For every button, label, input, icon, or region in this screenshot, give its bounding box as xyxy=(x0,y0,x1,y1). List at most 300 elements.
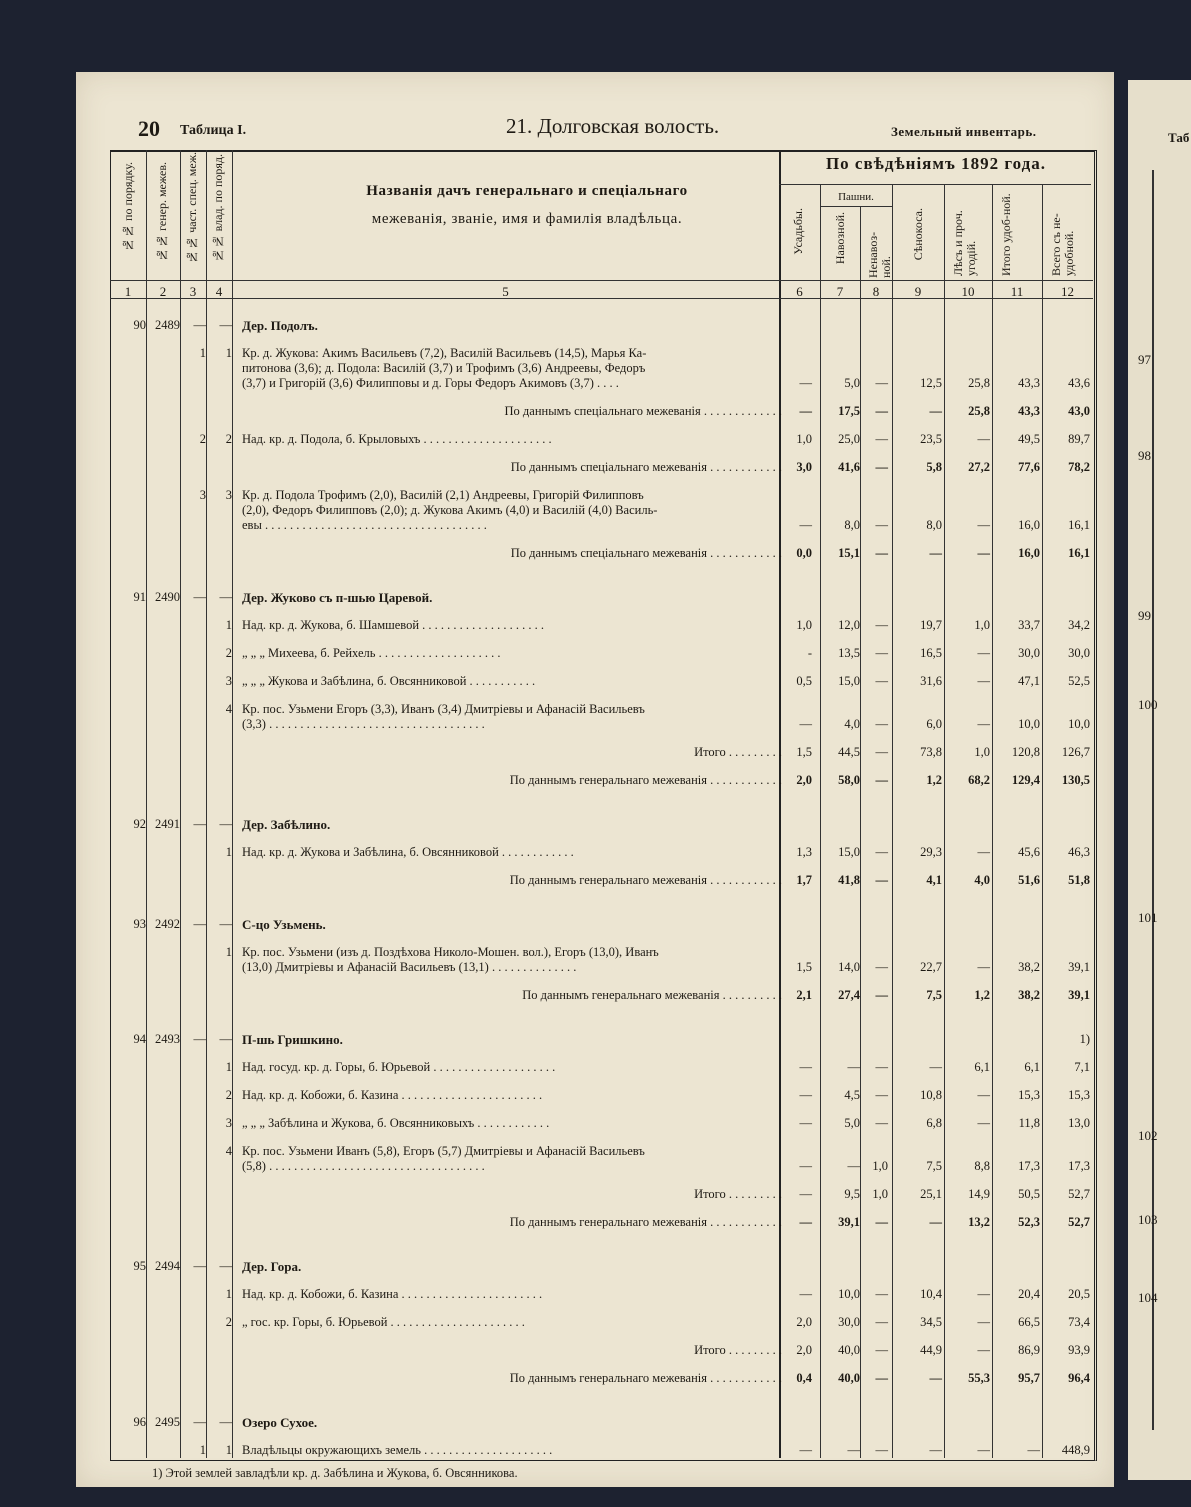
cell-c10: 4,0 xyxy=(974,873,990,887)
cell-c9: — xyxy=(929,404,942,418)
cell-c5: По даннымъ генеральнаго межеванія . . . . . . . . . . . . xyxy=(509,1215,782,1229)
cell-c9: 16,5 xyxy=(920,646,942,660)
cell-c10: — xyxy=(977,717,990,731)
cell-c5: Кр. д. Жукова: Акимъ Васильевъ (7,2), Василій Васильевъ (14,5), Марья Ка- xyxy=(242,346,647,360)
cell-c10: 27,2 xyxy=(968,460,990,474)
adjacent-page-number: 100 xyxy=(1138,697,1158,712)
cell-c11: 43,3 xyxy=(1018,404,1040,418)
cell-c9: 7,5 xyxy=(926,988,942,1002)
cell-c4: 3 xyxy=(225,488,232,502)
column-number: 6 xyxy=(796,284,803,299)
cell-c4: 1 xyxy=(225,945,232,959)
header-navoznoy: Навозной. xyxy=(833,212,847,265)
cell-c5: Дер. Подолъ. xyxy=(242,318,318,333)
cell-c6: — xyxy=(799,1159,812,1173)
cell-c5: (13,0) Дмитріевы и Афанасій Васильевъ (13,1) . . . . . . . . . . . . . . xyxy=(242,960,577,974)
cell-c9: 5,8 xyxy=(926,460,942,474)
cell-c1: 92 xyxy=(133,817,146,831)
cell-c6: 0,5 xyxy=(796,674,812,688)
cell-c1: 93 xyxy=(133,917,146,931)
cell-c9: 34,5 xyxy=(920,1315,942,1329)
cell-c4: 1 xyxy=(225,845,232,859)
table-row xyxy=(110,1443,1093,1461)
adjacent-page-number: 98 xyxy=(1138,448,1151,463)
cell-c4: 1 xyxy=(225,346,232,360)
cell-c9: 29,3 xyxy=(920,845,942,859)
cell-c3: — xyxy=(193,590,206,604)
column-number: 7 xyxy=(836,284,844,299)
cell-c6: — xyxy=(799,1116,812,1130)
cell-c9: 10,8 xyxy=(920,1088,942,1102)
cell-c4: 2 xyxy=(225,1315,232,1329)
cell-c1: 96 xyxy=(133,1415,146,1429)
cell-c4: — xyxy=(219,817,232,831)
cell-c10: — xyxy=(977,518,990,532)
column-number: 12 xyxy=(1061,284,1074,299)
table-row xyxy=(110,432,1093,450)
cell-c7: 27,4 xyxy=(838,988,860,1002)
cell-c3: 2 xyxy=(199,432,206,446)
cell-c4: 2 xyxy=(225,646,232,660)
table-row-group xyxy=(110,1415,1093,1433)
cell-c11: 47,1 xyxy=(1018,674,1040,688)
cell-c4: 1 xyxy=(225,618,232,632)
cell-c8: — xyxy=(875,1371,888,1385)
cell-c7: — xyxy=(847,1443,860,1457)
cell-c5: По даннымъ спеціальнаго межеванія . . . . . . . . . . . . xyxy=(510,546,782,560)
cell-c7: 25,0 xyxy=(838,432,860,446)
cell-c7: 9,5 xyxy=(844,1187,860,1201)
cell-c8: — xyxy=(875,674,888,688)
cell-c6: - xyxy=(807,646,812,660)
header-col1: №№ по порядку. xyxy=(121,162,135,252)
cell-c9: 1,2 xyxy=(926,773,942,787)
cell-c8: — xyxy=(875,988,888,1002)
cell-c11: 20,4 xyxy=(1018,1287,1040,1301)
table-row xyxy=(110,618,1093,636)
cell-c5: Над. кр. д. Кобожи, б. Казина . . . . . . . . . . . . . . . . . . . . . . . xyxy=(242,1088,543,1102)
header-col3: №№ част. спец. меж. xyxy=(185,152,199,264)
cell-c9: 7,5 xyxy=(926,1159,942,1173)
cell-c12: 13,0 xyxy=(1068,1116,1090,1130)
cell-c11: 95,7 xyxy=(1018,1371,1040,1385)
cell-c10: — xyxy=(977,960,990,974)
cell-c7: 39,1 xyxy=(838,1215,860,1229)
cell-c4: — xyxy=(219,917,232,931)
cell-c10: 68,2 xyxy=(968,773,990,787)
table-row xyxy=(110,1088,1093,1106)
cell-c2: 2490 xyxy=(155,590,180,604)
cell-c12: 7,1 xyxy=(1074,1060,1090,1074)
cell-c5: Над. кр. д. Подола, б. Крыловыхъ . . . . . . . . . . . . . . . . . . . . . xyxy=(242,432,552,446)
cell-c10: 25,8 xyxy=(968,376,990,390)
cell-c7: 41,6 xyxy=(838,460,860,474)
cell-c3: 3 xyxy=(199,488,206,502)
cell-c9: 10,4 xyxy=(920,1287,942,1301)
adjacent-page-number: 99 xyxy=(1138,608,1151,623)
cell-c1: 91 xyxy=(133,590,146,604)
table-row xyxy=(110,1287,1093,1305)
cell-c8: — xyxy=(875,376,888,390)
cell-c3: — xyxy=(193,817,206,831)
cell-c2: 2489 xyxy=(155,318,180,332)
cell-c6: 0,4 xyxy=(796,1371,812,1385)
cell-c8: — xyxy=(875,773,888,787)
cell-c6: 2,0 xyxy=(796,773,812,787)
table-row xyxy=(110,546,1093,564)
header-nenavoznoy: Ненавоз-ной. xyxy=(866,231,893,278)
cell-c4: 1 xyxy=(225,1443,232,1457)
cell-c5: (3,3) . . . . . . . . . . . . . . . . . . . . . . . . . . . . . . . . . . . xyxy=(242,717,485,731)
cell-c8: — xyxy=(875,1443,888,1457)
column-number: 8 xyxy=(872,284,880,299)
cell-c9: 8,0 xyxy=(926,518,942,532)
cell-c8: — xyxy=(875,646,888,660)
cell-c11: 51,6 xyxy=(1018,873,1040,887)
column-number: 2 xyxy=(159,284,167,299)
cell-c6: 1,3 xyxy=(796,845,812,859)
cell-c5: С-цо Узьмень. xyxy=(242,917,326,932)
table-row xyxy=(110,1187,1093,1205)
cell-c12: 46,3 xyxy=(1068,845,1090,859)
cell-c3: — xyxy=(193,917,206,931)
cell-c7: 15,0 xyxy=(838,674,860,688)
cell-c4: — xyxy=(219,1415,232,1429)
cell-c12: 52,7 xyxy=(1068,1215,1090,1229)
cell-c8: 1,0 xyxy=(872,1187,888,1201)
table-row-group xyxy=(110,590,1093,608)
cell-c10: — xyxy=(977,1287,990,1301)
header-senokosa: Сѣнокоса. xyxy=(911,208,925,261)
cell-c7: 40,0 xyxy=(838,1343,860,1357)
cell-c5: По даннымъ спеціальнаго межеванія . . . . . . . . . . . . . xyxy=(504,404,782,418)
cell-c4: — xyxy=(219,1032,232,1046)
cell-c5: Итого . . . . . . . . . xyxy=(694,1343,782,1357)
column-number: 4 xyxy=(215,284,223,299)
cell-c10: — xyxy=(977,1443,990,1457)
cell-c10: 1,0 xyxy=(974,618,990,632)
cell-c4: — xyxy=(219,590,232,604)
cell-c6: 3,0 xyxy=(796,460,812,474)
cell-c5: Над. кр. д. Жукова и Забѣлина, б. Овсянниковой . . . . . . . . . . . . xyxy=(242,845,574,859)
cell-c5: Кр. пос. Узьмени Егоръ (3,3), Иванъ (3,4) Дмитріевы и Афанасій Васильевъ xyxy=(242,702,645,716)
cell-c4: 1 xyxy=(225,1287,232,1301)
cell-c5: Дер. Забѣлино. xyxy=(242,817,331,832)
cell-c8: — xyxy=(875,1315,888,1329)
cell-c8: — xyxy=(875,618,888,632)
cell-c4: 4 xyxy=(225,702,232,716)
cell-c11: 10,0 xyxy=(1018,717,1040,731)
cell-c2: 2492 xyxy=(155,917,180,931)
cell-c9: 12,5 xyxy=(920,376,942,390)
cell-c5: Над. госуд. кр. д. Горы, б. Юрьевой . . . . . . . . . . . . . . . . . . . . xyxy=(242,1060,556,1074)
cell-c7: 15,1 xyxy=(838,546,860,560)
cell-c11: 52,3 xyxy=(1018,1215,1040,1229)
cell-c10: — xyxy=(977,1116,990,1130)
table-row xyxy=(110,988,1093,1006)
table-row xyxy=(110,845,1093,863)
cell-c6: 1,5 xyxy=(796,960,812,974)
cell-c5: Кр. пос. Узьмени (изъ д. Поздѣхова Николо-Мошен. вол.), Егоръ (13,0), Иванъ xyxy=(242,945,659,959)
cell-c3: — xyxy=(193,1415,206,1429)
adjacent-page-edge xyxy=(1128,80,1191,1480)
cell-c7: 8,0 xyxy=(844,518,860,532)
cell-c4: 2 xyxy=(225,432,232,446)
cell-c12: 16,1 xyxy=(1068,546,1090,560)
cell-c7: — xyxy=(847,1060,860,1074)
cell-c6: — xyxy=(799,1443,812,1457)
cell-c12: 1) xyxy=(1079,1032,1090,1046)
cell-c8: — xyxy=(875,1215,888,1229)
table-row xyxy=(110,717,1093,735)
cell-c8: — xyxy=(875,1343,888,1357)
cell-c6: 0,0 xyxy=(796,546,812,560)
header-names-line1: Названія дачъ генеральнаго и спеціальнаго xyxy=(366,183,688,199)
footnote: 1) Этой землей завладѣли кр. д. Забѣлина и Жукова, б. Овсянникова. xyxy=(152,1466,518,1480)
cell-c6: 1,0 xyxy=(796,432,812,446)
table-row xyxy=(110,518,1093,536)
page-number: 20 xyxy=(138,116,160,141)
cell-c7: 15,0 xyxy=(838,845,860,859)
cell-c10: — xyxy=(977,432,990,446)
cell-c9: — xyxy=(929,1060,942,1074)
column-number: 3 xyxy=(189,284,197,299)
table-row xyxy=(110,1343,1093,1361)
cell-c6: — xyxy=(799,1187,812,1201)
cell-c7: 5,0 xyxy=(844,376,860,390)
cell-c10: 1,0 xyxy=(974,745,990,759)
cell-c9: 22,7 xyxy=(920,960,942,974)
table-row-group xyxy=(110,917,1093,935)
cell-c6: 1,5 xyxy=(796,745,812,759)
cell-c10: 6,1 xyxy=(974,1060,990,1074)
cell-c12: 96,4 xyxy=(1068,1371,1090,1385)
cell-c8: — xyxy=(875,518,888,532)
cell-c11: 129,4 xyxy=(1011,773,1040,787)
table-row xyxy=(110,1116,1093,1134)
cell-c8: 1,0 xyxy=(872,1159,888,1173)
cell-c5: (2,0), Федоръ Филипповъ (2,0); д. Жукова Акимъ (4,0) и Василій (4,0) Василь- xyxy=(242,503,658,517)
cell-c9: — xyxy=(929,1443,942,1457)
cell-c9: 31,6 xyxy=(920,674,942,688)
cell-c9: — xyxy=(929,546,942,560)
cell-c7: 40,0 xyxy=(838,1371,860,1385)
cell-c7: 4,5 xyxy=(844,1088,860,1102)
cell-c2: 2493 xyxy=(155,1032,180,1046)
column-number: 11 xyxy=(1010,284,1024,299)
table-row-group xyxy=(110,817,1093,835)
table-row xyxy=(110,773,1093,791)
cell-c5: „ „ „ Забѣлина и Жукова, б. Овсянниковыхъ . . . . . . . . . . . . xyxy=(242,1116,550,1130)
cell-c12: 39,1 xyxy=(1068,988,1090,1002)
table-row xyxy=(110,1315,1093,1333)
cell-c8: — xyxy=(875,873,888,887)
table-row-group xyxy=(110,1032,1093,1050)
cell-c10: — xyxy=(977,1315,990,1329)
cell-c6: — xyxy=(799,1287,812,1301)
header-les: Лѣсъ и проч. угодій. xyxy=(951,210,978,276)
volost-title: 21. Долговская волость. xyxy=(506,114,720,138)
cell-c5: „ гос. кр. Горы, б. Юрьевой . . . . . . . . . . . . . . . . . . . . . . xyxy=(242,1315,525,1329)
adjacent-page-number: 102 xyxy=(1138,1128,1158,1143)
cell-c10: 25,8 xyxy=(968,404,990,418)
cell-c5: питонова (3,6); д. Подола: Василій (3,7) и Трофимъ (3,6) Андреевы, Федоръ xyxy=(242,361,646,375)
cell-c11: 16,0 xyxy=(1018,546,1040,560)
cell-c10: — xyxy=(977,546,990,560)
cell-c3: 1 xyxy=(199,346,206,360)
cell-c5: Дер. Жуково съ п-шью Царевой. xyxy=(242,590,433,605)
cell-c5: (5,8) . . . . . . . . . . . . . . . . . . . . . . . . . . . . . . . . . . . xyxy=(242,1159,485,1173)
cell-c12: 73,4 xyxy=(1068,1315,1090,1329)
adjacent-page-number: 101 xyxy=(1138,910,1158,925)
cell-c6: 1,0 xyxy=(796,618,812,632)
table-row-group xyxy=(110,1259,1093,1277)
cell-c5: По даннымъ спеціальнаго межеванія . . . . . . . . . . . . xyxy=(510,460,782,474)
cell-c11: — xyxy=(1027,1443,1040,1457)
cell-c9: 44,9 xyxy=(920,1343,942,1357)
cell-c11: 17,3 xyxy=(1018,1159,1040,1173)
cell-c5: По даннымъ генеральнаго межеванія . . . . . . . . . . . . xyxy=(509,773,782,787)
cell-c10: 55,3 xyxy=(968,1371,990,1385)
cell-c12: 43,0 xyxy=(1068,404,1090,418)
table-row xyxy=(110,745,1093,763)
cell-c12: 78,2 xyxy=(1068,460,1090,474)
cell-c11: 11,8 xyxy=(1018,1116,1040,1130)
cell-c11: 16,0 xyxy=(1018,518,1040,532)
cell-c5: Над. кр. д. Кобожи, б. Казина . . . . . . . . . . . . . . . . . . . . . . . xyxy=(242,1287,543,1301)
cell-c8: — xyxy=(875,460,888,474)
cell-c10: 1,2 xyxy=(974,988,990,1002)
table-row xyxy=(110,960,1093,978)
cell-c12: 448,9 xyxy=(1061,1443,1090,1457)
cell-c9: 19,7 xyxy=(920,618,942,632)
cell-c10: — xyxy=(977,1088,990,1102)
document-page xyxy=(76,72,1114,1487)
cell-c8: — xyxy=(875,1287,888,1301)
cell-c10: — xyxy=(977,845,990,859)
cell-c12: 89,7 xyxy=(1068,432,1090,446)
cell-c6: — xyxy=(799,1215,812,1229)
table-row xyxy=(110,376,1093,394)
cell-c12: 17,3 xyxy=(1068,1159,1090,1173)
cell-c7: 5,0 xyxy=(844,1116,860,1130)
cell-c1: 90 xyxy=(133,318,146,332)
cell-c12: 52,5 xyxy=(1068,674,1090,688)
cell-c11: 77,6 xyxy=(1018,460,1040,474)
cell-c9: — xyxy=(929,1215,942,1229)
cell-c12: 20,5 xyxy=(1068,1287,1090,1301)
cell-c5: Итого . . . . . . . . . xyxy=(694,1187,782,1201)
cell-c4: 2 xyxy=(225,1088,232,1102)
header-pashni: Пашни. xyxy=(838,191,874,203)
table-row xyxy=(110,1159,1093,1177)
cell-c5: (3,7) и Григорій (3,6) Филипповы и д. Горы Федоръ Акимовъ (3,7) . . . . xyxy=(242,376,619,390)
cell-c3: — xyxy=(193,1259,206,1273)
header-usadby: Усадьбы. xyxy=(791,208,805,255)
cell-c5: „ „ „ Жукова и Забѣлина, б. Овсянниковой . . . . . . . . . . . xyxy=(242,674,536,688)
cell-c11: 49,5 xyxy=(1018,432,1040,446)
cell-c5: По даннымъ генеральнаго межеванія . . . . . . . . . . . . xyxy=(509,1371,782,1385)
cell-c10: 14,9 xyxy=(968,1187,990,1201)
cell-c4: — xyxy=(219,318,232,332)
cell-c7: 12,0 xyxy=(838,618,860,632)
cell-c8: — xyxy=(875,1116,888,1130)
cell-c7: — xyxy=(847,1159,860,1173)
cell-c7: 30,0 xyxy=(838,1315,860,1329)
cell-c8: — xyxy=(875,717,888,731)
cell-c9: 6,0 xyxy=(926,717,942,731)
cell-c2: 2495 xyxy=(155,1415,180,1429)
column-number: 9 xyxy=(914,284,922,299)
cell-c11: 33,7 xyxy=(1018,618,1040,632)
column-number: 10 xyxy=(961,284,975,299)
cell-c6: — xyxy=(799,376,812,390)
cell-c10: 13,2 xyxy=(968,1215,990,1229)
header-names xyxy=(272,177,782,233)
adjacent-page-number: 97 xyxy=(1138,352,1151,367)
cell-c1: 95 xyxy=(133,1259,146,1273)
cell-c6: 2,0 xyxy=(796,1343,812,1357)
table-row xyxy=(110,1060,1093,1078)
header-names-line2: межеванія, званіе, имя и фамилія владѣльца. xyxy=(371,211,683,227)
column-number: 5 xyxy=(502,284,509,299)
cell-c11: 6,1 xyxy=(1024,1060,1040,1074)
adjacent-page-title: Таб xyxy=(1168,130,1190,145)
cell-c11: 66,5 xyxy=(1018,1315,1040,1329)
cell-c7: 13,5 xyxy=(838,646,860,660)
cell-c11: 86,9 xyxy=(1018,1343,1040,1357)
cell-c12: 130,5 xyxy=(1061,773,1090,787)
cell-c5: евы . . . . . . . . . . . . . . . . . . . . . . . . . . . . . . . . . . . . xyxy=(242,518,487,532)
cell-c8: — xyxy=(875,960,888,974)
cell-c5: „ „ „ Михеева, б. Рейхель . . . . . . . . . . . . . . . . . . . . xyxy=(242,646,501,660)
cell-c3: 1 xyxy=(199,1443,206,1457)
cell-c9: 4,1 xyxy=(926,873,942,887)
cell-c7: 10,0 xyxy=(838,1287,860,1301)
inventory-title: Земельный инвентарь. xyxy=(891,124,1037,139)
header-itogo-udob: Итого удоб-ной. xyxy=(999,193,1013,276)
header-vsego: Всего съ не-удобной. xyxy=(1049,213,1076,276)
cell-c12: 52,7 xyxy=(1068,1187,1090,1201)
cell-c2: 2494 xyxy=(155,1259,180,1273)
cell-c5: Озеро Сухое. xyxy=(242,1415,318,1430)
cell-c11: 120,8 xyxy=(1011,745,1040,759)
cell-c9: 73,8 xyxy=(920,745,942,759)
cell-c12: 15,3 xyxy=(1068,1088,1090,1102)
cell-c12: 51,8 xyxy=(1068,873,1090,887)
cell-c5: Кр. д. Подола Трофимъ (2,0), Василій (2,1) Андреевы, Григорій Филипповъ xyxy=(242,488,644,502)
table-label: Таблица I. xyxy=(180,123,247,138)
cell-c5: П-шь Гришкино. xyxy=(242,1032,343,1047)
cell-c10: 8,8 xyxy=(974,1159,990,1173)
cell-c4: 1 xyxy=(225,1060,232,1074)
cell-c1: 94 xyxy=(133,1032,146,1046)
cell-c11: 38,2 xyxy=(1018,960,1040,974)
cell-c12: 34,2 xyxy=(1068,618,1090,632)
cell-c11: 15,3 xyxy=(1018,1088,1040,1102)
header-col4: №№ влад. по поряд. xyxy=(211,154,225,263)
header-col2: №№ генер. межев. xyxy=(155,162,169,262)
cell-c6: — xyxy=(799,717,812,731)
cell-c12: 43,6 xyxy=(1068,376,1090,390)
cell-c6: 2,1 xyxy=(796,988,812,1002)
cell-c7: 17,5 xyxy=(838,404,860,418)
cell-c6: 2,0 xyxy=(796,1315,812,1329)
cell-c2: 2491 xyxy=(155,817,180,831)
header-1892: По свѣдѣніямъ 1892 года. xyxy=(825,154,1047,173)
cell-c11: 43,3 xyxy=(1018,376,1040,390)
cell-c6: — xyxy=(799,404,812,418)
